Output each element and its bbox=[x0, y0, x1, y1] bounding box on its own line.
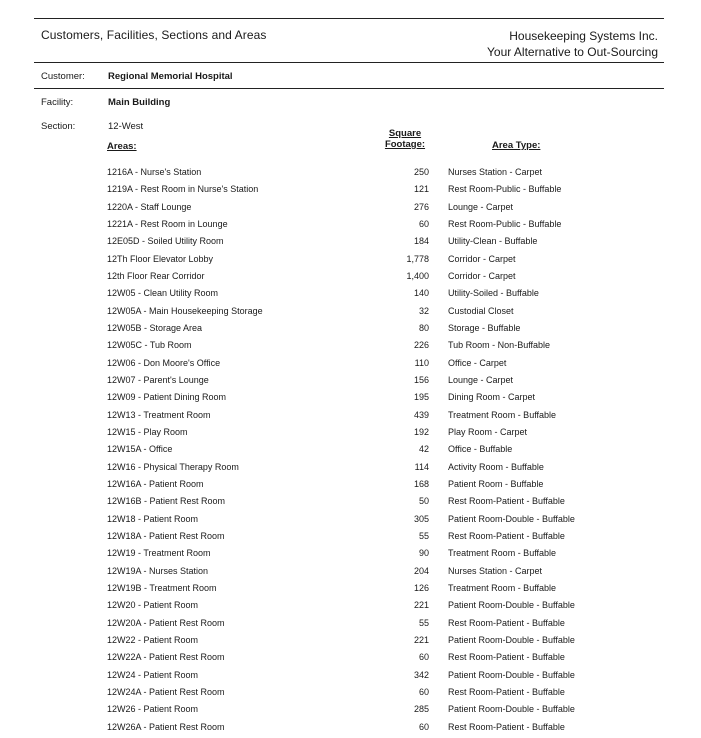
square-footage: 192 bbox=[413, 426, 429, 437]
area-type: Lounge - Carpet bbox=[448, 374, 514, 385]
area-name: 12W16 - Physical Therapy Room bbox=[107, 461, 239, 472]
area-name: 12W19B - Treatment Room bbox=[107, 582, 217, 593]
square-footage: 204 bbox=[413, 565, 429, 576]
table-row bbox=[0, 599, 701, 616]
square-footage: 126 bbox=[413, 582, 429, 593]
area-type: Rest Room-Public - Buffable bbox=[448, 184, 562, 195]
customer-label: Customer: bbox=[41, 71, 85, 82]
square-footage: 276 bbox=[413, 201, 429, 212]
area-type: Corridor - Carpet bbox=[448, 253, 516, 264]
table-row bbox=[0, 235, 701, 252]
area-type: Custodial Closet bbox=[448, 305, 514, 316]
table-row bbox=[0, 183, 701, 200]
area-name: 12W19A - Nurses Station bbox=[107, 565, 209, 576]
area-name: 12W06 - Don Moore's Office bbox=[107, 357, 221, 368]
area-name: 1216A - Nurse's Station bbox=[107, 167, 202, 177]
table-row bbox=[0, 409, 701, 426]
company-tagline: Your Alternative to Out-Sourcing bbox=[487, 45, 658, 59]
area-type: Rest Room-Public - Buffable bbox=[448, 218, 562, 229]
table-row bbox=[0, 669, 701, 686]
area-type: Utility-Clean - Buffable bbox=[448, 236, 538, 247]
areas-column-header: Areas: bbox=[107, 141, 137, 152]
table-row bbox=[0, 634, 701, 651]
square-footage: 60 bbox=[418, 686, 429, 697]
square-footage: 195 bbox=[413, 392, 429, 403]
area-type: Office - Carpet bbox=[448, 357, 507, 368]
header-rule bbox=[34, 62, 664, 63]
table-row bbox=[0, 686, 701, 703]
area-type: Tub Room - Non-Buffable bbox=[448, 340, 551, 351]
area-name: 1220A - Staff Lounge bbox=[107, 201, 192, 212]
square-footage: 50 bbox=[418, 496, 429, 507]
footage-column-header bbox=[381, 128, 429, 150]
area-name: 12W26 - Patient Room bbox=[107, 704, 199, 715]
area-name: 12W05 - Clean Utility Room bbox=[107, 288, 219, 299]
area-name: 12W16B - Patient Rest Room bbox=[107, 496, 226, 507]
facility-label: Facility: bbox=[41, 97, 74, 108]
area-type: Nurses Station - Carpet bbox=[448, 167, 543, 177]
area-type: Treatment Room - Buffable bbox=[448, 548, 557, 559]
area-name: 12W13 - Treatment Room bbox=[107, 409, 211, 420]
company-block bbox=[487, 28, 658, 60]
table-row bbox=[0, 287, 701, 304]
table-row bbox=[0, 305, 701, 322]
area-name: 12W20 - Patient Room bbox=[107, 600, 199, 611]
square-footage: 1,778 bbox=[406, 253, 429, 264]
area-type: Storage - Buffable bbox=[448, 322, 521, 333]
area-type: Play Room - Carpet bbox=[448, 426, 528, 437]
area-type: Patient Room-Double - Buffable bbox=[448, 634, 575, 645]
area-type: Lounge - Carpet bbox=[448, 201, 514, 212]
area-name: 12W07 - Parent's Lounge bbox=[107, 374, 209, 385]
area-type: Patient Room - Buffable bbox=[448, 478, 544, 489]
square-footage: 110 bbox=[414, 357, 429, 368]
area-type: Office - Buffable bbox=[448, 444, 513, 455]
square-footage: 55 bbox=[418, 530, 429, 541]
table-row bbox=[0, 513, 701, 530]
square-footage: 184 bbox=[413, 236, 429, 247]
square-footage: 250 bbox=[413, 167, 429, 177]
square-footage: 1,400 bbox=[406, 270, 429, 281]
area-name: 12th Floor Rear Corridor bbox=[107, 270, 205, 281]
area-type-column-header: Area Type: bbox=[492, 140, 541, 151]
table-row bbox=[0, 547, 701, 564]
square-footage: 60 bbox=[418, 652, 429, 663]
square-footage: 114 bbox=[414, 461, 429, 472]
table-row bbox=[0, 218, 701, 235]
square-footage: 140 bbox=[413, 288, 429, 299]
square-footage: 439 bbox=[413, 409, 429, 420]
table-row bbox=[0, 478, 701, 495]
table-row bbox=[0, 530, 701, 547]
area-type: Utility-Soiled - Buffable bbox=[448, 288, 539, 299]
area-type: Patient Room-Double - Buffable bbox=[448, 669, 575, 680]
facility-value: Main Building bbox=[108, 97, 171, 108]
area-type: Treatment Room - Buffable bbox=[448, 409, 557, 420]
area-name: 12W26A - Patient Rest Room bbox=[107, 721, 225, 732]
area-type: Dining Room - Carpet bbox=[448, 392, 536, 403]
area-name: 1219A - Rest Room in Nurse's Station bbox=[107, 184, 259, 195]
area-type: Rest Room-Patient - Buffable bbox=[448, 530, 565, 541]
area-name: 12W05C - Tub Room bbox=[107, 340, 192, 351]
square-footage: 221 bbox=[413, 600, 429, 611]
top-rule bbox=[34, 18, 664, 19]
square-footage: 221 bbox=[413, 634, 429, 645]
area-list bbox=[0, 166, 701, 738]
table-row bbox=[0, 495, 701, 512]
table-row bbox=[0, 582, 701, 599]
area-type: Rest Room-Patient - Buffable bbox=[448, 496, 565, 507]
area-type: Rest Room-Patient - Buffable bbox=[448, 652, 565, 663]
area-name: 12W22A - Patient Rest Room bbox=[107, 652, 225, 663]
table-row bbox=[0, 461, 701, 478]
square-footage: 305 bbox=[413, 513, 429, 524]
area-name: 12W20A - Patient Rest Room bbox=[107, 617, 225, 628]
table-row bbox=[0, 617, 701, 634]
table-row bbox=[0, 322, 701, 339]
square-footage: 156 bbox=[413, 374, 429, 385]
section-value: 12-West bbox=[108, 121, 144, 132]
area-name: 12W15 - Play Room bbox=[107, 426, 188, 437]
square-footage: 226 bbox=[413, 340, 429, 351]
table-row bbox=[0, 565, 701, 582]
customer-rule bbox=[34, 88, 664, 89]
area-type: Rest Room-Patient - Buffable bbox=[448, 686, 565, 697]
company-name: Housekeeping Systems Inc. bbox=[509, 29, 658, 43]
area-type: Patient Room-Double - Buffable bbox=[448, 704, 575, 715]
square-footage: 285 bbox=[413, 704, 429, 715]
area-name: 1221A - Rest Room in Lounge bbox=[107, 218, 228, 229]
square-footage: 80 bbox=[418, 322, 429, 333]
square-footage: 168 bbox=[413, 478, 429, 489]
area-name: 12W22 - Patient Room bbox=[107, 634, 199, 645]
table-row bbox=[0, 339, 701, 356]
area-name: 12W09 - Patient Dining Room bbox=[107, 392, 227, 403]
area-name: 12W24 - Patient Room bbox=[107, 669, 199, 680]
square-footage: 121 bbox=[413, 184, 429, 195]
area-name: 12W05B - Storage Area bbox=[107, 322, 203, 333]
table-row bbox=[0, 651, 701, 668]
area-type: Corridor - Carpet bbox=[448, 270, 516, 281]
area-name: 12W05A - Main Housekeeping Storage bbox=[107, 305, 263, 316]
square-footage: 55 bbox=[418, 617, 429, 628]
area-type: Activity Room - Buffable bbox=[448, 461, 544, 472]
section-label: Section: bbox=[41, 121, 76, 132]
table-row bbox=[0, 391, 701, 408]
table-row bbox=[0, 374, 701, 391]
table-row bbox=[0, 166, 701, 183]
table-row bbox=[0, 357, 701, 374]
area-type: Patient Room-Double - Buffable bbox=[448, 600, 575, 611]
area-name: 12W18 - Patient Room bbox=[107, 513, 199, 524]
area-name: 12W16A - Patient Room bbox=[107, 478, 204, 489]
square-footage: 60 bbox=[418, 218, 429, 229]
table-row bbox=[0, 426, 701, 443]
table-row bbox=[0, 270, 701, 287]
area-type: Rest Room-Patient - Buffable bbox=[448, 617, 565, 628]
area-type: Nurses Station - Carpet bbox=[448, 565, 543, 576]
footage-header-line2: Footage: bbox=[384, 139, 426, 150]
area-name: 12W24A - Patient Rest Room bbox=[107, 686, 225, 697]
footage-header-line1: Square bbox=[388, 128, 422, 139]
area-type: Patient Room-Double - Buffable bbox=[448, 513, 575, 524]
table-row bbox=[0, 253, 701, 270]
table-row bbox=[0, 721, 701, 738]
area-name: 12W19 - Treatment Room bbox=[107, 548, 211, 559]
area-name: 12E05D - Soiled Utility Room bbox=[107, 236, 224, 247]
square-footage: 32 bbox=[418, 305, 429, 316]
area-name: 12W18A - Patient Rest Room bbox=[107, 530, 225, 541]
area-name: 12Th Floor Elevator Lobby bbox=[107, 253, 214, 264]
area-type: Rest Room-Patient - Buffable bbox=[448, 721, 565, 732]
report-title: Customers, Facilities, Sections and Areas bbox=[41, 28, 267, 42]
square-footage: 90 bbox=[418, 548, 429, 559]
square-footage: 60 bbox=[418, 721, 429, 732]
square-footage: 42 bbox=[418, 444, 429, 455]
area-name: 12W15A - Office bbox=[107, 444, 173, 455]
table-row bbox=[0, 703, 701, 720]
table-row bbox=[0, 443, 701, 460]
area-type: Treatment Room - Buffable bbox=[448, 582, 557, 593]
customer-value: Regional Memorial Hospital bbox=[108, 71, 233, 82]
square-footage: 342 bbox=[413, 669, 429, 680]
table-row bbox=[0, 201, 701, 218]
